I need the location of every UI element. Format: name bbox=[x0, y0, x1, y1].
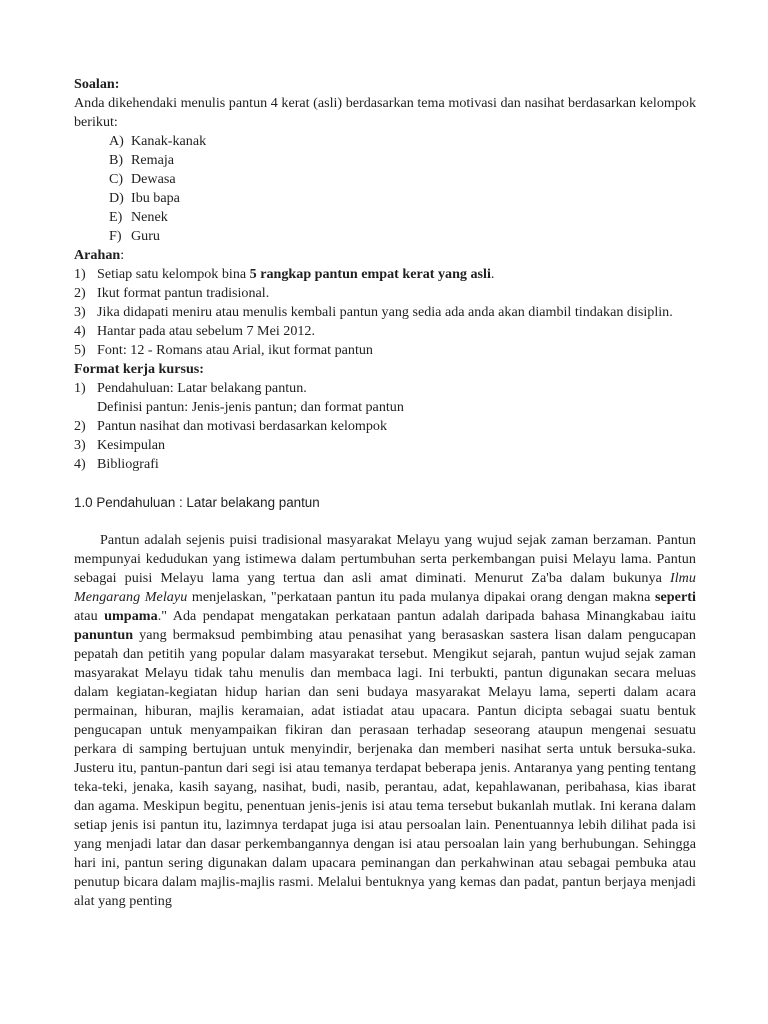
format-line: Pendahuluan: Latar belakang pantun. bbox=[97, 380, 307, 396]
group-item bbox=[74, 227, 696, 246]
arahan-text: Hantar pada atau sebelum 7 Mei 2012. bbox=[97, 323, 315, 339]
group-label: Ibu bapa bbox=[131, 190, 180, 206]
soalan-heading: Soalan: bbox=[74, 76, 120, 92]
group-marker: A) bbox=[109, 133, 124, 149]
group-item bbox=[74, 151, 696, 170]
group-label: Remaja bbox=[131, 152, 175, 168]
format-line: Kesimpulan bbox=[97, 437, 166, 453]
arahan-heading-line bbox=[74, 246, 696, 265]
format-item bbox=[74, 417, 696, 436]
term-panuntun: panuntun bbox=[74, 627, 134, 643]
body-text: menjelaskan, "perkataan pantun itu pada mulanya dipakai orang dengan makna bbox=[187, 589, 655, 605]
arahan-item bbox=[74, 303, 696, 322]
group-marker: C) bbox=[109, 171, 124, 187]
format-item bbox=[74, 436, 696, 455]
format-marker: 4) bbox=[74, 456, 86, 472]
term-seperti: seperti bbox=[654, 589, 696, 605]
group-label: Nenek bbox=[131, 209, 168, 225]
group-marker: E) bbox=[109, 209, 123, 225]
format-marker: 1) bbox=[74, 380, 86, 396]
arahan-bold-text: 5 rangkap pantun empat kerat yang asli bbox=[249, 266, 491, 282]
group-item bbox=[74, 170, 696, 189]
group-item bbox=[74, 208, 696, 227]
arahan-text: Font: 12 - Romans atau Arial, ikut format pantun bbox=[97, 342, 373, 358]
spacer bbox=[74, 474, 696, 493]
spacer bbox=[74, 512, 696, 531]
body-text: ." Ada pendapat mengatakan perkataan pantun adalah daripada bahasa Minangkabau iaitu bbox=[157, 608, 697, 624]
arahan-marker: 4) bbox=[74, 323, 86, 339]
format-line: Bibliografi bbox=[97, 456, 159, 472]
format-list bbox=[74, 379, 696, 474]
group-label: Dewasa bbox=[131, 171, 176, 187]
section-title: 1.0 Pendahuluan : Latar belakang pantun bbox=[74, 495, 320, 510]
arahan-item bbox=[74, 284, 696, 303]
arahan-item bbox=[74, 322, 696, 341]
arahan-text: Jika didapati meniru atau menulis kembali pantun yang sedia ada anda akan diambil tindakan disiplin. bbox=[97, 304, 673, 320]
body-text: Pantun adalah sejenis puisi tradisional masyarakat Melayu yang wujud sejak zaman berzaman. Pantun mempunyai kedudukan yang istimewa dalam pertumbuhan serta perkembangan puisi Melayu lama. Pantun sebagai puisi Melayu lama yang tertua dan asli amat diminati. Menurut Za'ba dalam bukunya bbox=[74, 532, 696, 586]
arahan-list bbox=[74, 265, 696, 360]
arahan-text: Setiap satu kelompok bina bbox=[97, 266, 250, 282]
arahan-heading: Arahan bbox=[74, 247, 121, 263]
body-paragraph bbox=[74, 531, 696, 911]
body-text: yang bermaksud pembimbing atau penasihat yang berasaskan sastera lisan dalam pengucapan pepatah dan petitih yang popular dalam masyarakat tersebut. Mengikut sejarah, pantun wujud sejak zaman masyarakat Melayu tidak tahu menulis dan membaca lagi. Ini terbukti, pantun digunakan secara meluas dalam kegiatan-kegiatan hidup harian dan seni budaya masyarakat Melayu lama, seperti dalam acara permainan, hiburan, majlis keramaian, adat istiadat atau upacara. Pantun dicipta sebagai suatu bentuk pengucapan untuk menyampaikan fikiran dan perasaan terhadap seseorang ataupun mengenai sesuatu perkara di samping bertujuan untuk menyindir, berjenaka dan memberi nasihat serta untuk bersuka-suka. Justeru itu, pantun-pantun dari segi isi atau temanya terdapat beberapa jenis. Antaranya yang penting tentang teka-teki, jenaka, kasih sayang, nasihat, budi, nasib, perantau, adat, kepahlawanan, peribahasa, kias ibarat dan agama. Meskipun begitu, penentuan jenis-jenis isi atau tema tersebut bukanlah mutlak. Ini kerana dalam setiap jenis isi pantun itu, lazimnya terdapat juga isi atau persoalan lain. Penentuannya lebih dilihat pada isi yang menjadi latar dan dasar perkembangannya dengan isi atau persoalan lain yang berhubungan. Sehingga hari ini, pantun sering digunakan dalam upacara peminangan dan perkahwinan atau sebagai pembuka atau penutup bicara dalam majlis-majlis rasmi. Melalui bentuknya yang kemas dan padat, pantun berjaya menjadi alat yang penting bbox=[74, 627, 696, 909]
format-item bbox=[74, 455, 696, 474]
group-item bbox=[74, 189, 696, 208]
group-list bbox=[74, 132, 696, 246]
group-marker: D) bbox=[109, 190, 124, 206]
book-title: Ilmu Mengarang Melayu bbox=[74, 570, 696, 605]
format-marker: 2) bbox=[74, 418, 86, 434]
arahan-marker: 2) bbox=[74, 285, 86, 301]
arahan-item bbox=[74, 341, 696, 360]
group-marker: B) bbox=[109, 152, 124, 168]
format-marker: 3) bbox=[74, 437, 86, 453]
document-content bbox=[74, 75, 696, 911]
format-item bbox=[74, 379, 696, 417]
arahan-colon: : bbox=[120, 247, 125, 263]
arahan-marker: 1) bbox=[74, 266, 86, 282]
group-item bbox=[74, 132, 696, 151]
arahan-item bbox=[74, 265, 696, 284]
group-label: Kanak-kanak bbox=[131, 133, 207, 149]
term-umpama: umpama bbox=[104, 608, 158, 624]
group-marker: F) bbox=[109, 228, 122, 244]
soalan-intro: Anda dikehendaki menulis pantun 4 kerat (asli) berdasarkan tema motivasi dan nasihat berdasarkan kelompok berikut: bbox=[74, 95, 696, 130]
body-text: atau bbox=[74, 608, 105, 624]
format-line: Pantun nasihat dan motivasi berdasarkan kelompok bbox=[97, 418, 388, 434]
arahan-text-end: . bbox=[490, 266, 495, 282]
format-line: Definisi pantun: Jenis-jenis pantun; dan format pantun bbox=[97, 399, 404, 415]
format-heading: Format kerja kursus: bbox=[74, 361, 204, 377]
group-label: Guru bbox=[131, 228, 160, 244]
arahan-text: Ikut format pantun tradisional. bbox=[97, 285, 270, 301]
arahan-marker: 5) bbox=[74, 342, 86, 358]
arahan-marker: 3) bbox=[74, 304, 86, 320]
